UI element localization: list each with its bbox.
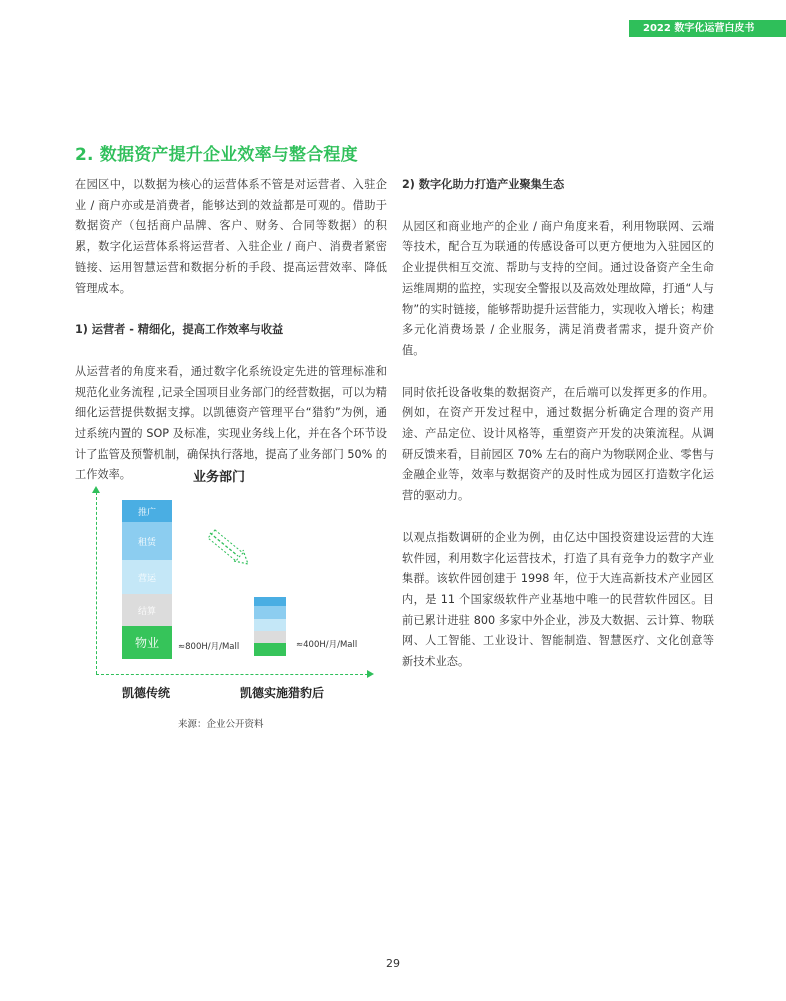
left-bar-segment-租赁: 租赁 xyxy=(122,522,172,560)
reduction-arrow-icon xyxy=(206,528,252,568)
left-stacked-bar xyxy=(122,500,172,659)
x-axis xyxy=(96,674,368,675)
left-bar-label: 凯德传统 xyxy=(122,686,171,700)
x-axis-arrow xyxy=(367,670,374,678)
section-title: 2. 数据资产提升企业效率与整合程度 xyxy=(75,145,358,165)
right-bar-segment-1 xyxy=(254,606,286,619)
header-banner: 2022 数字化运营白皮书 xyxy=(629,20,786,37)
ecosystem-paragraph-1: 从园区和商业地产的企业 / 商户角度来看，利用物联网、云端等技术，配合互为联通的传感设备可以更方便地为入驻园区的企业提供相互交流、帮助与支持的空间。通过设备资产全生命运维周期的监控，实现安全警报以及高效处理故障，打通“人与物”的实时链接，能够帮助提升运营能力，实现收入增长；构建多元化消费场景 / 企业服务，满足消费者需求，提升资产价值。 xyxy=(402,219,714,357)
left-bar-segment-结算: 结算 xyxy=(122,594,172,626)
ecosystem-paragraph-3: 以观点指数调研的企业为例，由亿达中国投资建设运营的大连软件园，利用数字化运营技术，打造了具有竞争力的数字产业集群。该软件园创建于 1998 年，位于大连高新技术产业园区内，是 11 个国家级软件产业基地中唯一的民营软件园区。目前已累计进驻 800 多家中外企业，涉及大数据、云计算、物联网、人工智能、工业设计、智能制造、智慧医疗、文化创意等新技术业态。 xyxy=(402,530,714,669)
left-bar-segment-营运: 营运 xyxy=(122,560,172,594)
right-bar-note: ≈400H/月/Mall xyxy=(296,640,358,650)
ecosystem-heading: 2) 数字化助力打造产业聚集生态 xyxy=(402,178,565,191)
right-bar-segment-2 xyxy=(254,619,286,631)
department-figure xyxy=(88,466,378,736)
intro-paragraph: 在园区中，以数据为核心的运营体系不管是对运营者、入驻企业 / 商户亦或是消费者，能够达到的效益都是可观的。借助于数据资产（包括商户品牌、客户、财务、合同等数据）的积累，数字化运营体系将运营者、入驻企业 / 商户、消费者紧密链接、运用智慧运营和数据分析的手段、提高运营效率、降低管理成本。 xyxy=(75,178,387,295)
right-column xyxy=(402,175,714,673)
left-bar-segment-推广: 推广 xyxy=(122,500,172,522)
right-stacked-bar xyxy=(254,597,286,656)
operator-paragraph: 从运营者的角度来看，通过数字化系统设定先进的管理标准和规范化业务流程 ,记录全国项目业务部门的经营数据，可以为精细化运营提供数据支撑。以凯德资产管理平台“猎豹”为例，通过系统内置的 SOP 及标准，实现业务线上化，并在各个环节设计了监管及预警机制，确保执行落地，提高了业务部门 50% 的工作效率。 xyxy=(75,364,387,482)
right-bar-segment-3 xyxy=(254,631,286,643)
operator-heading: 1) 运营者 - 精细化，提高工作效率与收益 xyxy=(75,323,284,337)
figure-source: 来源：企业公开资料 xyxy=(178,719,264,730)
right-bar-segment-4 xyxy=(254,643,286,656)
left-column xyxy=(75,175,387,486)
right-bar-segment-0 xyxy=(254,597,286,606)
figure-title: 业务部门 xyxy=(193,470,246,485)
right-bar-label: 凯德实施猎豹后 xyxy=(240,686,325,700)
ecosystem-paragraph-2: 同时依托设备收集的数据资产，在后端可以发挥更多的作用。例如，在资产开发过程中，通过数据分析确定合理的资产用途、产品定位、设计风格等，重塑资产开发的决策流程。从调研反馈来看，目前园区 70% 左右的商户为物联网企业、零售与金融企业等，效率与数据资产的及时性成为园区打造数字化运营的驱动力。 xyxy=(402,385,714,503)
page-number: 29 xyxy=(386,957,400,970)
left-bar-note: ≈800H/月/Mall xyxy=(178,642,240,652)
y-axis xyxy=(96,492,97,674)
left-bar-segment-物业: 物业 xyxy=(122,626,172,659)
